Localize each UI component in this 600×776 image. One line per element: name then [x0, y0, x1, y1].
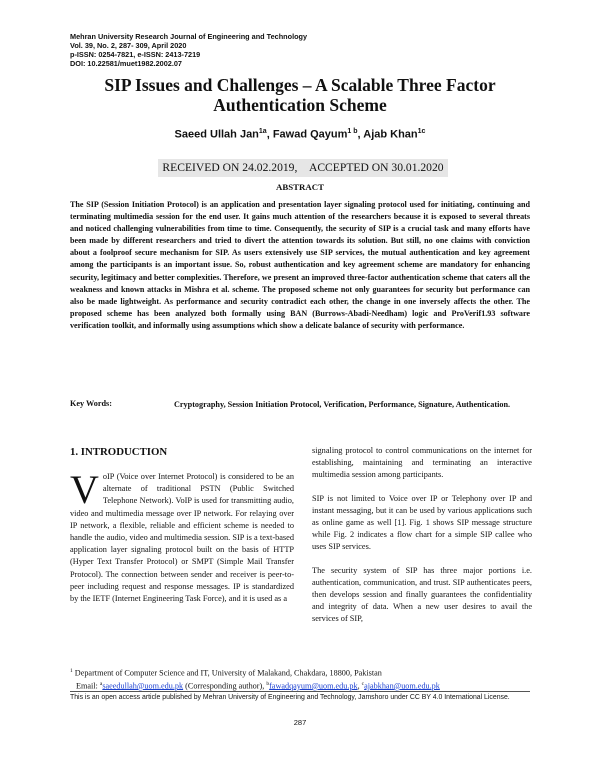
- received-date: RECEIVED ON 24.02.2019,: [162, 161, 298, 174]
- email-link[interactable]: fawadqayum@uom.edu.pk: [269, 681, 358, 691]
- email-mark: c: [361, 680, 365, 687]
- author-name: Fawad Qayum: [272, 128, 348, 141]
- abstract-text: The SIP (Session Initiation Protocol) is an application and presentation layer signaling protocol used for initiating, continuing and terminating multimedia session for the end user. It gains much attention of the researchers because it is exposed to several threats and noticed challenging vulnerabilities from time to time. Consequently, the security of SIP is a crucial task and many efforts have been made by different researchers and tried to divert the attention towards its solution. But still, no one claims with conviction about a foolproof secure mechanism for SIP. As users extensively use SIP services, the mutual authentication and key agreement among the participants is an important issue. So, robust authentication and key agreement scheme are mandatory for enhancing security, legitimacy and better complexities. Therefore, we present an improved three-factor authentication scheme that caters all the weakness and known attacks in Mishra et al. scheme. The proposed scheme not only guarantees for security but performance can also be made lightweight. As performance and security contradict each other, the change in one inversely affects the other. The proposed scheme has been analyzed both formally using BAN (Burrows-Abadi-Needham) logic and ProVerif1.93 software verification toolkit, and informally using assumptions which show a delicate balance of security with performance.: [70, 200, 530, 330]
- body-paragraph: signaling protocol to control communications on the internet for establishing, maintaining and terminating an interactive multimedia session among participants.: [312, 446, 532, 480]
- email-separator: ,: [357, 681, 362, 691]
- email-mark: b: [266, 680, 270, 687]
- keywords-text: Cryptography, Session Initiation Protocol, Verification, Performance, Signature, Authentication.: [174, 400, 511, 409]
- body-paragraph: The security system of SIP has three major portions i.e. authentication, communication, and trust. SIP authenticates peers, then develops session and finally guarantees the confidentiality and integrity of data. When a new user desires to avail the services of SIP,: [312, 565, 532, 624]
- footnote-email-line: [70, 679, 530, 692]
- author-affiliation-mark: 1a: [258, 128, 267, 135]
- author-list: [0, 128, 600, 141]
- journal-volume: Vol. 39, No. 2, 287- 309, April 2020: [70, 41, 187, 50]
- section-heading: 1. INTRODUCTION: [70, 446, 168, 458]
- accepted-date: ACCEPTED ON 30.01.2020: [308, 161, 444, 174]
- drop-cap: V: [70, 467, 99, 512]
- paper-title: SIP Issues and Challenges – A Scalable Three Factor Authentication Scheme: [104, 75, 496, 115]
- submission-dates: [158, 159, 448, 177]
- email-mark: a: [99, 680, 103, 687]
- license-notice: This is an open access article published by Mehran University of Engineering and Technology, Jamshoro under CC BY 4.0 International License.: [70, 694, 510, 701]
- email-link-corresponding[interactable]: saeedullah@uom.edu.pk: [102, 681, 184, 691]
- author-separator: ,: [266, 128, 273, 141]
- abstract-heading: ABSTRACT: [276, 182, 324, 192]
- journal-name: Mehran University Research Journal of Engineering and Technology: [70, 32, 308, 41]
- footnote-affiliation: Department of Computer Science and IT, University of Malakand, Chakdara, 18800, Pakistan: [74, 668, 382, 678]
- keywords-label: Key Words:: [70, 399, 112, 408]
- body-paragraph: SIP is not limited to Voice over IP or Telephony over IP and instant messaging, but it can be used by various applications such as online game as well [1]. Fig. 1 shows SIP message structure while Fig. 2 indicates a flow chart for a simple SIP callee who uses SIP services.: [312, 493, 532, 552]
- email-label: Email:: [76, 681, 100, 691]
- body-column-left: [70, 467, 294, 605]
- journal-doi: DOI: 10.22581/muet1982.2002.07: [70, 59, 182, 68]
- author-name: Ajab Khan: [363, 128, 418, 141]
- author-affiliation-mark: 1c: [417, 128, 426, 135]
- corresponding-note: (Corresponding author),: [183, 681, 267, 691]
- page-number: 287: [293, 718, 307, 727]
- body-column-right: [312, 445, 532, 637]
- footnote-affiliation-line: [70, 666, 530, 679]
- footer-divider: [70, 691, 530, 692]
- journal-issn: p-ISSN: 0254-7821, e-ISSN: 2413-7219: [70, 50, 201, 59]
- footnote-mark: 1: [70, 668, 73, 674]
- author-separator: ,: [357, 128, 364, 141]
- author-name: Saeed Ullah Jan: [174, 128, 259, 141]
- journal-header: [70, 32, 307, 68]
- author-affiliation-mark: 1 b: [347, 128, 358, 135]
- footnote: [70, 666, 530, 691]
- intro-paragraph: oIP (Voice over Internet Protocol) is considered to be an alternate of traditional PSTN (Public Switched Telephone Network). VoIP is used for transmitting audio, video and multimedia message over IP network. For relaying over IP network, a flexible, reliable and efficient scheme is needed to handle the audio, video and multimedia session. SIP is a text-based application layer signaling protocol built on the basis of HTTP (Hyper Text Transfer Protocol) or SMPT (Simple Mail Transfer Protocol). The connection between sender and receiver is peer-to-peer including request and response messages. IP is standardized by the IETF (Internet Engineering Task Force), and it is used as a: [70, 472, 294, 604]
- email-link[interactable]: ajabkhan@uom.edu.pk: [364, 681, 440, 691]
